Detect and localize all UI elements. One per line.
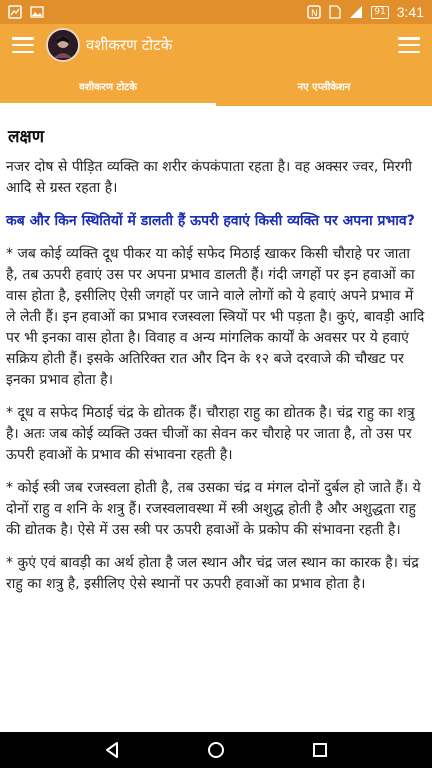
- logo-image: [48, 30, 78, 60]
- status-time: 3:41: [396, 4, 424, 20]
- back-button[interactable]: [100, 738, 124, 762]
- section-heading: लक्षण: [8, 127, 45, 147]
- svg-text:N: N: [311, 9, 319, 19]
- question-heading: कब और किन स्थितियों में डालती हैं ऊपरी हवाएं किसी व्यक्ति पर अपना प्रभाव?: [6, 213, 415, 229]
- tab-label: नए एप्लीकेशन: [297, 82, 351, 93]
- system-nav-bar: [0, 732, 432, 768]
- sim-icon: [329, 5, 341, 19]
- home-button[interactable]: [204, 738, 228, 762]
- status-bar: [0, 0, 432, 24]
- notification-icon: [8, 5, 22, 19]
- nfc-icon: [307, 5, 321, 19]
- menu-icon[interactable]: [12, 37, 34, 53]
- image-icon: [30, 5, 44, 19]
- paragraph: * दूध व सफेद मिठाई चंद्र के द्योतक हैं। चौराहा राहु का द्योतक है। चंद्र राहु का शत्रु है। अतः जब कोई व्यक्ति उक्त चीजों का सेवन कर चौराहे पर जाता है, तो उस पर ऊपरी हवाओं के प्रभाव की संभावना रहती है।: [6, 405, 415, 463]
- tab-vashikaran-totke[interactable]: [0, 66, 216, 106]
- home-icon: [207, 741, 225, 759]
- paragraph: * कोई स्त्री जब रजस्वला होती है, तब उसका चंद्र व मंगल दोनों दुर्बल हो जाते हैं। ये दोनों राहु व शनि के शत्रु हैं। रजस्वलावस्था में स्त्री अशुद्ध होती है और अशुद्धता राहु की द्योतक है। ऐसे में उस स्त्री पर ऊपरी हवाओं के प्रकोप की संभावना रहती है।: [6, 480, 421, 538]
- tab-bar: [0, 66, 432, 106]
- overflow-menu-icon[interactable]: [398, 37, 420, 53]
- app-title: वशीकरण टोटके: [86, 36, 173, 54]
- tab-label: वशीकरण टोटके: [79, 82, 137, 93]
- back-icon: [103, 741, 121, 759]
- article-content[interactable]: [0, 106, 432, 732]
- status-right-icons: [307, 4, 424, 20]
- paragraph: * कुएं एवं बावड़ी का अर्थ होता है जल स्थान और चंद्र जल स्थान का कारक है। चंद्र राहु का शत्रु है, इसीलिए ऐसे स्थानों पर ऊपरी हवाओं का प्रभाव होता है।: [6, 555, 419, 592]
- app-logo: [46, 28, 80, 62]
- app-bar: [0, 24, 432, 66]
- intro-paragraph: नजर दोष से पीड़ित व्यक्ति का शरीर कंपकंपाता रहता है। वह अक्सर ज्वर, मिरगी आदि से ग्रस्त रहता है।: [6, 159, 413, 196]
- signal-icon: [349, 5, 363, 19]
- recents-button[interactable]: [308, 738, 332, 762]
- paragraph: * जब कोई व्यक्ति दूध पीकर या कोई सफेद मिठाई खाकर किसी चौराहे पर जाता है, तब ऊपरी हवाएं उस पर अपना प्रभाव डालती हैं। गंदी जगहों पर इन हवाओं का वास होता है, इसीलिए ऐसी जगहों पर जाने वाले लोगों को ये हवाएं अपने प्रभाव में ले लेती हैं। इन हवाओं का प्रभाव रजस्वला स्त्रियों पर भी पड़ता है। कुएं, बावड़ी आदि पर भी इनका वास होता है। विवाह व अन्य मांगलिक कार्यों के अवसर पर ये हवाएं सक्रिय होती हैं। इसके अतिरिक्त रात और दिन के १२ बजे दरवाजे की चौखट पर इनका प्रभाव होता है।: [6, 246, 425, 388]
- tab-new-applications[interactable]: [216, 66, 432, 106]
- recents-icon: [312, 742, 328, 758]
- battery-icon: 91: [371, 6, 388, 19]
- status-left-icons: [8, 5, 44, 19]
